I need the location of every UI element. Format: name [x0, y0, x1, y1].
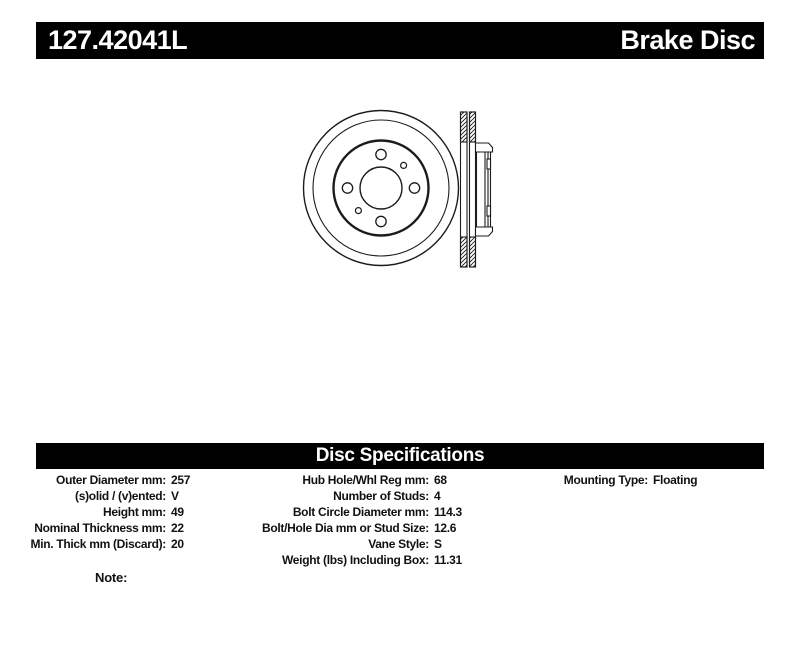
spec-label: Height mm: — [102, 505, 166, 519]
spec-row — [0, 488, 190, 504]
spec-row — [250, 520, 462, 536]
spec-column-mounting — [500, 472, 697, 488]
spec-label: Mounting Type: — [563, 473, 648, 487]
spec-row — [250, 472, 462, 488]
spec-row — [250, 536, 462, 552]
spec-value: 257 — [171, 473, 191, 487]
spec-value: 49 — [171, 505, 184, 519]
spec-label: Hub Hole/Whl Reg mm: — [302, 473, 429, 487]
spec-label: Vane Style: — [368, 537, 429, 551]
spec-section-title: Disc Specifications — [315, 445, 485, 466]
spec-row — [0, 504, 190, 520]
spec-label: Number of Studs: — [333, 489, 429, 503]
spec-column-dimensions — [0, 472, 190, 552]
brake-disc-front-view — [304, 111, 459, 266]
part-number: 127.42041L — [48, 25, 188, 55]
note-label: Note: — [95, 570, 128, 585]
spec-value: 68 — [434, 473, 447, 487]
spec-label: (s)olid / (v)ented: — [75, 489, 166, 503]
spec-value: V — [171, 489, 179, 503]
spec-label: Bolt/Hole Dia mm or Stud Size: — [261, 521, 429, 535]
spec-label: Weight (lbs) Including Box: — [282, 553, 429, 567]
product-name: Brake Disc — [620, 25, 755, 55]
spec-value: 22 — [171, 521, 184, 535]
spec-row — [250, 552, 462, 568]
spec-row — [0, 520, 190, 536]
spec-value: 11.31 — [434, 553, 462, 567]
spec-section-bar — [36, 443, 764, 469]
spec-value: S — [434, 537, 442, 551]
spec-row — [0, 472, 190, 488]
spec-row — [0, 536, 190, 552]
spec-value: 12.6 — [434, 521, 457, 535]
spec-value: Floating — [653, 473, 698, 487]
spec-label: Outer Diameter mm: — [56, 473, 166, 487]
spec-row — [250, 504, 462, 520]
spec-row — [500, 472, 697, 488]
spec-label: Nominal Thickness mm: — [34, 521, 166, 535]
spec-label: Min. Thick mm (Discard): — [30, 537, 166, 551]
brake-disc-side-view — [461, 112, 493, 267]
spec-row — [250, 488, 462, 504]
spec-value: 20 — [171, 537, 184, 551]
spec-value: 4 — [434, 489, 441, 503]
spec-column-hub — [250, 472, 462, 568]
spec-value: 114.3 — [434, 505, 462, 519]
spec-label: Bolt Circle Diameter mm: — [292, 505, 429, 519]
